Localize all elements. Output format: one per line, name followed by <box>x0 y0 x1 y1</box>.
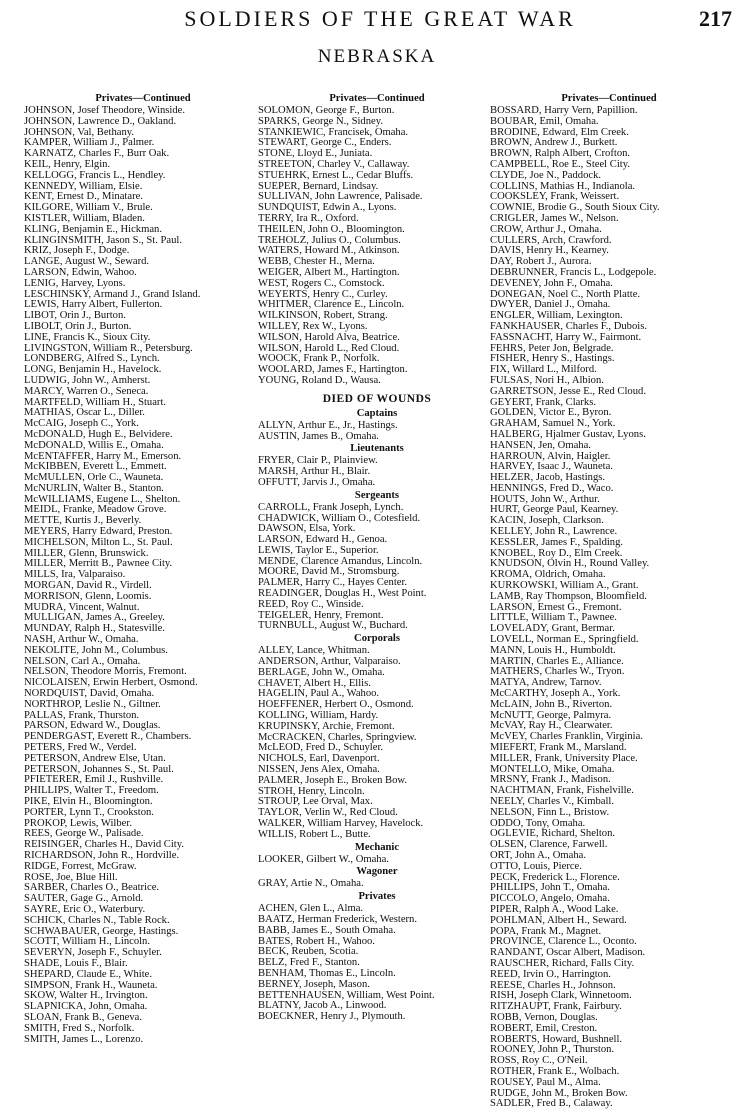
roster-entry: CROW, Arthur J., Omaha. <box>490 223 602 235</box>
roster-entry: COWNIE, Brodie G., South Sioux City. <box>490 202 660 214</box>
roster-entry: GRAY, Artie N., Omaha. <box>258 878 364 890</box>
rank-heading: Captains <box>356 407 398 419</box>
roster-entry: CLYDE, Joe N., Paddock. <box>490 169 602 181</box>
roster-entry: SADLER, Fred B., Calaway. <box>490 1098 613 1110</box>
roster-entry: PFIETERER, Emil J., Rushville. <box>24 774 164 786</box>
roster-entry: REED, Irvin O., Harrington. <box>490 968 611 980</box>
roster-entry: MONTELLO, Mike, Omaha. <box>490 763 615 775</box>
roster-entry: WILLIS, Robert L., Butte. <box>258 828 371 840</box>
roster-entry: ROUSEY, Paul M., Alma. <box>490 1076 601 1088</box>
roster-entry: LINE, Francis K., Sioux City. <box>24 331 151 343</box>
roster-entry: KURKOWSKI, William A., Grant. <box>490 580 639 592</box>
roster-entry: LOVELL, Norman E., Springfield. <box>490 634 639 646</box>
roster-entry: ROSE, Joe, Blue Hill. <box>24 871 118 883</box>
roster-entry: McNURLIN, Walter B., Stanton. <box>24 482 164 494</box>
roster-entry: BROWN, Andrew J., Burkett. <box>490 137 618 149</box>
roster-entry: HALBERG, Hjalmer Gustav, Lyons. <box>490 428 646 440</box>
roster-entry: SARBER, Charles O., Beatrice. <box>24 882 160 894</box>
roster-entry: PHILLIPS, Walter T., Freedom. <box>24 785 159 797</box>
roster-entry: PIKE, Elvin H., Bloomington. <box>24 796 153 807</box>
roster-entry: YOUNG, Roland D., Wausa. <box>258 374 381 386</box>
roster-entry: LARSON, Edwin, Wahoo. <box>24 266 137 278</box>
roster-entry: PICCOLO, Angelo, Omaha. <box>490 893 610 905</box>
roster-entry: FIX, Willard L., Milford. <box>490 364 597 376</box>
roster-entry: WEYERTS, Henry C., Curley. <box>258 288 388 300</box>
roster-entry: LAMB, Ray Thompson, Bloomfield. <box>490 590 647 602</box>
roster-entry: BLATNY, Jacob A., Linwood. <box>258 1000 387 1012</box>
roster-entry: KILGORE, William V., Brule. <box>24 202 153 214</box>
roster-entry: FRYER, Clair P., Plainview. <box>258 455 378 467</box>
roster-entry: MARCY, Warren O., Seneca. <box>24 385 149 397</box>
column-1 <box>24 92 262 1045</box>
roster-entry: KAMPER, William J., Palmer. <box>24 137 155 149</box>
roster-entry: MORRISON, Glenn, Loomis. <box>24 590 152 602</box>
roster-entry: MARTIN, Charles E., Alliance. <box>490 655 624 667</box>
column-2 <box>258 92 496 1023</box>
roster-entry: GARRETSON, Jesse E., Red Cloud. <box>490 385 646 397</box>
state-title: NEBRASKA <box>317 46 437 67</box>
roster-entry: WEBB, Chester H., Merna. <box>258 256 375 268</box>
roster-entry: McCAIG, Joseph C., York. <box>24 418 139 430</box>
roster-entry: TAYLOR, Verlin W., Red Cloud. <box>258 807 398 819</box>
roster-entry: METTE, Kurtis J., Beverly. <box>24 515 142 527</box>
roster-entry: LITTLE, William T., Pawnee. <box>490 612 617 624</box>
roster-entry: SUEPER, Bernard, Lindsay. <box>258 180 379 192</box>
roster-entry: McDONALD, Willis E., Omaha. <box>24 439 164 451</box>
roster-entry: PETERSON, Andrew Else, Utan. <box>24 752 166 764</box>
roster-entry: MULLIGAN, James A., Greeley. <box>24 612 165 624</box>
roster-entry: KACIN, Joseph, Clarkson. <box>490 515 604 527</box>
roster-entry: OTTO, Louis, Pierce. <box>490 860 582 872</box>
roster-entry: LIBOLT, Orin J., Burton. <box>24 320 132 332</box>
roster-entry: ACHEN, Glen L., Alma. <box>258 903 364 915</box>
roster-entry: KOLLING, William, Hardy. <box>258 710 379 722</box>
roster-entry: MEYERS, Harry Edward, Preston. <box>24 526 173 538</box>
roster-entry: BERNEY, Joseph, Mason. <box>258 978 370 990</box>
roster-entry: RICHARDSON, John R., Hordville. <box>24 849 180 861</box>
roster-entry: RISH, Joseph Clark, Winnetoom. <box>490 990 632 1002</box>
roster-entry: BROWN, Ralph Albert, Crofton. <box>490 148 631 160</box>
roster-entry: SCOTT, William H., Lincoln. <box>24 936 151 948</box>
roster-entry: KNUDSON, Olvin H., Round Valley. <box>490 558 650 570</box>
roster-entry: GOLDEN, Victor E., Byron. <box>490 407 612 419</box>
roster-entry: TERRY, Ira R., Oxford. <box>258 212 359 224</box>
roster-entry: BRODINE, Edward, Elm Creek. <box>490 126 629 138</box>
roster-entry: READINGER, Douglas H., West Point. <box>258 588 427 600</box>
roster-entry: NELSON, Finn L., Bristow. <box>490 806 610 818</box>
roster-entry: TEIGELER, Henry, Fremont. <box>258 609 384 621</box>
roster-entry: MUDRA, Vincent, Walnut. <box>24 601 140 613</box>
roster-entry: BOSSARD, Harry Vern, Papillion. <box>490 105 638 116</box>
roster-entry: MARTFELD, William H., Stuart. <box>24 396 167 408</box>
roster-entry: McMULLEN, Orle C., Wauneta. <box>24 472 164 484</box>
roster-entry: SAUTER, Gage G., Arnold. <box>24 893 144 905</box>
roster-entry: WOOCK, Frank P., Norfolk. <box>258 353 380 365</box>
roster-entry: NICOLAISEN, Erwin Herbert, Osmond. <box>24 677 198 689</box>
roster-entry: BETTENHAUSEN, William, West Point. <box>258 989 435 1001</box>
roster-entry: RIDGE, Forrest, McGraw. <box>24 860 137 872</box>
roster-entry: CRIGLER, James W., Nelson. <box>490 212 619 224</box>
roster-entry: TREHOLZ, Julius O., Columbus. <box>258 234 401 246</box>
roster-entry: MRSNY, Frank J., Madison. <box>490 774 611 786</box>
roster-entry: ROTHER, Frank E., Wolbach. <box>490 1065 620 1077</box>
roster-entry: HURT, George Paul, Kearney. <box>490 504 619 516</box>
roster-entry: PIPER, Ralph A., Wood Lake. <box>490 903 619 915</box>
roster-entry: BECK, Reuben, Scotia. <box>258 946 359 958</box>
roster-entry: SMITH, James L., Lorenzo. <box>24 1033 144 1045</box>
roster-entry: JOHNSON, Val, Bethany. <box>24 126 135 138</box>
roster-entry: SULLIVAN, John Lawrence, Palisade. <box>258 191 423 203</box>
roster-entry: LARSON, Edward H., Genoa. <box>258 534 388 546</box>
roster-entry: KELLEY, John R., Lawrence. <box>490 526 618 538</box>
roster-entry: SLOAN, Frank B., Geneva. <box>24 1011 142 1023</box>
roster-entry: ANDERSON, Arthur, Valparaiso. <box>258 656 401 668</box>
roster-entry: WALKER, William Harvey, Havelock. <box>258 818 424 830</box>
rank-heading: Mechanic <box>354 841 400 853</box>
roster-entry: PETERSON, Johannes S., St. Paul. <box>24 763 174 775</box>
roster-entry: PECK, Frederick L., Florence. <box>490 871 620 883</box>
roster-entry: MANN, Louis H., Humboldt. <box>490 644 616 656</box>
roster-entry: PALMER, Joseph E., Broken Bow. <box>258 774 408 786</box>
roster-entry: REES, George W., Palisade. <box>24 828 144 840</box>
roster-entry: WILKINSON, Robert, Strang. <box>258 310 388 322</box>
roster-entry: KEIL, Henry, Elgin. <box>24 158 111 170</box>
roster-entry: DAWSON, Elsa, York. <box>258 523 356 535</box>
roster-entry: PALMER, Harry C., Hayes Center. <box>258 577 408 589</box>
roster-entry: STROH, Henry, Lincoln. <box>258 785 365 797</box>
roster-entry: MATYA, Andrew, Tarnov. <box>490 677 602 689</box>
roster-entry: BOECKNER, Henry J., Plymouth. <box>258 1011 406 1023</box>
roster-entry: PARSON, Edward W., Douglas. <box>24 720 161 732</box>
roster-entry: LEWIS, Harry Albert, Fullerton. <box>24 299 163 311</box>
roster-entry: MORGAN, David R., Virdell. <box>24 580 152 592</box>
roster-entry: SCHWABAUER, George, Hastings. <box>24 925 179 937</box>
roster-entry: STROUP, Lee Orval, Max. <box>258 796 373 808</box>
roster-entry: MATHERS, Charles W., Tryon. <box>490 666 625 678</box>
roster-entry: PALLAS, Frank, Thurston. <box>24 709 140 721</box>
roster-entry: TURNBULL, August W., Buchard. <box>258 620 408 632</box>
roster-entry: WILLEY, Rex W., Lyons. <box>258 320 368 332</box>
roster-entry: FEHRS, Peter Jon, Belgrade. <box>490 342 614 354</box>
roster-entry: BABB, James E., South Omaha. <box>258 924 396 936</box>
roster-entry: RUDGE, John M., Broken Bow. <box>490 1087 628 1099</box>
roster-entry: MICHELSON, Milton L., St. Paul. <box>24 536 173 548</box>
roster-entry: WEST, Rogers C., Comstock. <box>258 277 385 289</box>
roster-entry: BATES, Robert H., Wahoo. <box>258 935 375 947</box>
roster-entry: KARNATZ, Charles F., Burr Oak. <box>24 148 170 160</box>
roster-entry: REESE, Charles H., Johnson. <box>490 979 616 991</box>
roster-entry: SKOW, Walter H., Irvington. <box>24 990 148 1002</box>
column-3 <box>490 92 728 1110</box>
roster-entry: HANSEN, Jen, Omaha. <box>490 439 591 451</box>
roster-entry: SMITH, Fred S., Norfolk. <box>24 1022 135 1034</box>
roster-entry: CHADWICK, William O., Cotesfield. <box>258 512 421 524</box>
roster-entry: OGLEVIE, Richard, Shelton. <box>490 828 616 840</box>
roster-entry: SOLOMON, George F., Burton. <box>258 105 395 116</box>
roster-entry: LOVELADY, Grant, Bermar. <box>490 623 615 635</box>
roster-entry: BERLAGE, John W., Omaha. <box>258 666 385 678</box>
roster-entry: MILLS, Ira, Valparaiso. <box>24 569 126 581</box>
roster-entry: STANKIEWIC, Francisek, Omaha. <box>258 126 409 138</box>
roster-entry: McENTAFFER, Harry M., Emerson. <box>24 450 182 462</box>
roster-entry: THEILEN, John O., Bloomington. <box>258 223 405 235</box>
roster-entry: POHLMAN, Albert H., Seward. <box>490 914 627 926</box>
roster-entry: WILSON, Harold L., Red Cloud. <box>258 342 400 354</box>
roster-entry: McWILLIAMS, Eugene L., Shelton. <box>24 493 181 505</box>
roster-entry: LENIG, Harvey, Lyons. <box>24 277 126 289</box>
roster-entry: WATERS, Howard M., Atkinson. <box>258 245 400 257</box>
roster-entry: McLAIN, John B., Riverton. <box>490 698 613 710</box>
roster-entry: ODDO, Tony, Omaha. <box>490 817 586 829</box>
roster-entry: SHEPARD, Claude E., White. <box>24 968 153 980</box>
roster-entry: REISINGER, Charles H., David City. <box>24 839 184 851</box>
roster-entry: LANGE, August W., Seward. <box>24 256 150 268</box>
roster-entry: LONDBERG, Alfred S., Lynch. <box>24 353 160 365</box>
book-title: SOLDIERS OF THE GREAT WAR <box>184 6 576 31</box>
roster-entry: MEIDL, Franke, Meadow Grove. <box>24 504 167 516</box>
roster-entry: MILLER, Merritt B., Pawnee City. <box>24 558 173 570</box>
roster-entry: RITZHAUPT, Frank, Fairbury. <box>490 1001 622 1013</box>
roster-entry: LIBOT, Orin J., Burton. <box>24 310 126 322</box>
roster-entry: HENNINGS, Fred D., Waco. <box>490 482 614 494</box>
roster-entry: CULLERS, Arch, Crawford. <box>490 234 612 246</box>
roster-entry: McCRACKEN, Charles, Springview. <box>258 731 417 743</box>
roster-entry: ROBERTS, Howard, Bushnell. <box>490 1033 623 1045</box>
roster-entry: BOUBAR, Emil, Omaha. <box>490 115 599 127</box>
roster-entry: POPA, Frank M., Magnet. <box>490 925 602 937</box>
roster-entry: FANKHAUSER, Charles F., Dubois. <box>490 320 647 332</box>
rank-heading: Corporals <box>354 633 400 645</box>
roster-entry: FULSAS, Nori H., Albion. <box>490 374 604 386</box>
roster-entry: NEKOLITE, John M., Columbus. <box>24 644 168 656</box>
roster-entry: BENHAM, Thomas E., Lincoln. <box>258 967 396 979</box>
roster-entry: FASSNACHT, Harry W., Fairmont. <box>490 331 642 343</box>
roster-entry: DWYER, Daniel J., Omaha. <box>490 299 611 311</box>
roster-entry: PROKOP, Lewis, Wilber. <box>24 817 132 829</box>
rank-heading: Lieutenants <box>350 443 404 455</box>
roster-entry: ALLEY, Lance, Whitman. <box>258 645 370 657</box>
roster-entry: LARSON, Ernest G., Fremont. <box>490 601 622 613</box>
roster-entry: KENT, Ernest D., Minatare. <box>24 191 143 203</box>
roster-entry: LEWIS, Taylor E., Superior. <box>258 544 379 556</box>
roster-entry: ALLYN, Arthur E., Jr., Hastings. <box>258 419 398 431</box>
roster-entry: SHADE, Louis F., Blair. <box>24 957 128 969</box>
roster-entry: RANDANT, Oscar Albert, Madison. <box>490 947 646 959</box>
roster-entry: SIMPSON, Frank H., Wauneta. <box>24 979 158 991</box>
rank-heading: Privates <box>358 891 396 903</box>
roster-entry: WOOLARD, James F., Hartington. <box>258 364 408 376</box>
roster-entry: OFFUTT, Jarvis J., Omaha. <box>258 476 376 488</box>
roster-entry: NELSON, Theodore Morris, Fremont. <box>24 666 187 678</box>
roster-entry: McDONALD, Hugh E., Belvidere. <box>24 428 173 440</box>
roster-entry: KROMA, Oldrich, Omaha. <box>490 569 606 581</box>
roster-entry: ROONEY, John P., Thurston. <box>490 1044 615 1056</box>
roster-entry: HOUTS, John W., Arthur. <box>490 493 600 505</box>
rank-heading: Wagoner <box>356 866 398 878</box>
roster-entry: LONG, Benjamin H., Havelock. <box>24 364 162 376</box>
roster-entry: NISSEN, Jens Alex, Omaha. <box>258 764 380 776</box>
roster-entry: ROBB, Vernon, Douglas. <box>490 1011 598 1023</box>
roster-entry: REED, Roy C., Winside. <box>258 598 364 610</box>
roster-entry: ORT, John A., Omaha. <box>490 849 586 861</box>
roster-entry: PHILLIPS, John T., Omaha. <box>490 882 610 894</box>
roster-entry: JOHNSON, Lawrence D., Oakland. <box>24 115 177 127</box>
page-number: 217 <box>699 6 732 31</box>
rank-heading: Privates—Continued <box>95 93 191 104</box>
roster-entry: NELSON, Carl A., Omaha. <box>24 655 141 667</box>
rank-heading: Privates—Continued <box>561 93 657 104</box>
roster-entry: MOORE, David M., Stromsburg. <box>258 566 400 578</box>
roster-entry: PORTER, Lynn T., Crookston. <box>24 806 154 818</box>
roster-entry: WEIGER, Albert M., Hartington. <box>258 266 400 278</box>
roster-entry: HARVEY, Isaac J., Wauneta. <box>490 461 613 473</box>
roster-entry: PROVINCE, Clarence L., Oconto. <box>490 936 637 948</box>
roster-entry: LESCHINSKY, Armand J., Grand Island. <box>24 288 201 300</box>
roster-entry: STUEHRK, Ernest L., Cedar Bluffs. <box>258 169 414 181</box>
roster-entry: DAVIS, Henry H., Kearney. <box>490 245 609 257</box>
roster-entry: MATHIAS, Oscar L., Diller. <box>24 407 145 419</box>
section-heading: DIED OF WOUNDS <box>322 392 432 405</box>
roster-entry: DONEGAN, Noel C., North Platte. <box>490 288 641 300</box>
roster-entry: ENGLER, William, Lexington. <box>490 310 623 322</box>
roster-entry: KNOBEL, Roy D., Elm Creek. <box>490 547 623 559</box>
roster-entry: MARSH, Arthur H., Blair. <box>258 466 371 478</box>
roster-entry: MILLER, Frank, University Place. <box>490 752 638 764</box>
roster-entry: KRIZ, Joseph F., Dodge. <box>24 245 130 257</box>
roster-entry: CARROLL, Frank Joseph, Lynch. <box>258 501 404 513</box>
roster-entry: KLING, Benjamin E., Hickman. <box>24 223 162 235</box>
roster-entry: WHITMER, Clarence E., Lincoln. <box>258 299 405 311</box>
roster-entry: HOEFFENER, Herbert O., Osmond. <box>258 699 414 711</box>
roster-entry: MIEFERT, Frank M., Marsland. <box>490 742 627 754</box>
roster-entry: GRAHAM, Samuel N., York. <box>490 418 616 430</box>
roster-entry: HARROUN, Alvin, Haigler. <box>490 450 611 462</box>
roster-entry: PENDERGAST, Everett R., Chambers. <box>24 731 192 743</box>
rank-heading: Privates—Continued <box>329 93 425 104</box>
roster-entry: RAUSCHER, Richard, Falls City. <box>490 957 635 969</box>
roster-entry: KISTLER, William, Bladen. <box>24 212 145 224</box>
roster-entry: LOOKER, Gilbert W., Omaha. <box>258 853 389 865</box>
roster-entry: OLSEN, Clarence, Farwell. <box>490 839 608 851</box>
roster-entry: HELZER, Jacob, Hastings. <box>490 472 606 484</box>
roster-entry: BAATZ, Herman Frederick, Western. <box>258 914 417 925</box>
roster-entry: NICHOLS, Earl, Davenport. <box>258 753 380 765</box>
roster-entry: SPARKS, George N., Sidney. <box>258 115 383 127</box>
roster-entry: PETERS, Fred W., Verdel. <box>24 742 137 754</box>
roster-entry: NEELY, Charles V., Kimball. <box>490 796 614 807</box>
roster-entry: SCHICK, Charles N., Table Rock. <box>24 914 170 926</box>
roster-entry: ROBERT, Emil, Creston. <box>490 1022 598 1034</box>
roster-entry: SLAPNICKA, John, Omaha. <box>24 1001 148 1013</box>
roster-entry: CAMPBELL, Roe E., Steel City. <box>490 158 630 170</box>
roster-entry: McCARTHY, Joseph A., York. <box>490 688 621 700</box>
roster-entry: MUNDAY, Ralph H., Statesville. <box>24 623 165 635</box>
roster-entry: COOKSLEY, Frank, Weissert. <box>490 191 620 203</box>
roster-entry: CHAVET, Albert H., Ellis. <box>258 677 371 689</box>
roster-entry: McVAY, Ray H., Clearwater. <box>490 720 613 732</box>
roster-entry: KELLOGG, Francis L., Hendley. <box>24 169 166 181</box>
roster-entry: DAY, Robert J., Aurora. <box>490 256 592 268</box>
roster-entry: KLINGINSMITH, Jason S., St. Paul. <box>24 234 183 246</box>
roster-entry: STREETON, Charley V., Callaway. <box>258 158 410 170</box>
roster-entry: NACHTMAN, Frank, Fishelville. <box>490 785 634 797</box>
roster-entry: KESSLER, James F., Spalding. <box>490 536 624 548</box>
roster-entry: COLLINS, Mathias H., Indianola. <box>490 180 636 192</box>
roster-entry: FISHER, Henry S., Hastings. <box>490 353 615 365</box>
roster-entry: NORTHROP, Leslie N., Giltner. <box>24 698 161 710</box>
roster-entry: AUSTIN, James B., Omaha. <box>258 430 379 442</box>
running-header <box>0 6 754 36</box>
roster-entry: SEVERYN, Joseph F., Schuyler. <box>24 947 162 959</box>
roster-entry: HAGELIN, Paul A., Wahoo. <box>258 688 380 700</box>
roster-entry: McVEY, Charles Franklin, Virginia. <box>490 731 643 743</box>
roster-entry: SAYRE, Eric O., Waterbury. <box>24 903 146 915</box>
roster-entry: STONE, Lloyd E., Juniata. <box>258 148 373 160</box>
roster-entry: GEYERT, Frank, Clarks. <box>490 396 596 408</box>
roster-entry: McKIBBEN, Everett L., Emmett. <box>24 461 167 473</box>
roster-entry: MILLER, Glenn, Brunswick. <box>24 547 149 559</box>
roster-entry: McNUTT, George, Palmyra. <box>490 709 612 721</box>
roster-entry: STEWART, George C., Enders. <box>258 137 392 149</box>
roster-entry: LUDWIG, John W., Amherst. <box>24 374 151 386</box>
roster-entry: JOHNSON, Josef Theodore, Winside. <box>24 105 186 116</box>
roster-entry: KRUPINSKY, Archie, Fremont. <box>258 720 395 732</box>
roster-entry: LIVINGSTON, William R., Petersburg. <box>24 342 193 354</box>
roster-entry: DEBRUNNER, Francis L., Lodgepole. <box>490 266 657 278</box>
rank-heading: Sergeants <box>354 489 400 501</box>
roster-entry: McLEOD, Fred D., Schuyler. <box>258 742 384 754</box>
roster-entry: ROSS, Roy C., O'Neil. <box>490 1055 588 1067</box>
roster-entry: WILSON, Harold Alva, Beatrice. <box>258 331 400 343</box>
roster-entry: BELZ, Fred F., Stanton. <box>258 957 360 969</box>
roster-entry: MENDE, Clarence Amandus, Lincoln. <box>258 555 423 567</box>
roster-entry: DEVENEY, John F., Omaha. <box>490 277 613 289</box>
roster-entry: NORDQUIST, David, Omaha. <box>24 688 155 700</box>
roster-entry: SUNDQUIST, Edwin A., Lyons. <box>258 202 397 214</box>
roster-entry: NASH, Arthur W., Omaha. <box>24 634 139 646</box>
roster-entry: KENNEDY, William, Elsie. <box>24 180 143 192</box>
